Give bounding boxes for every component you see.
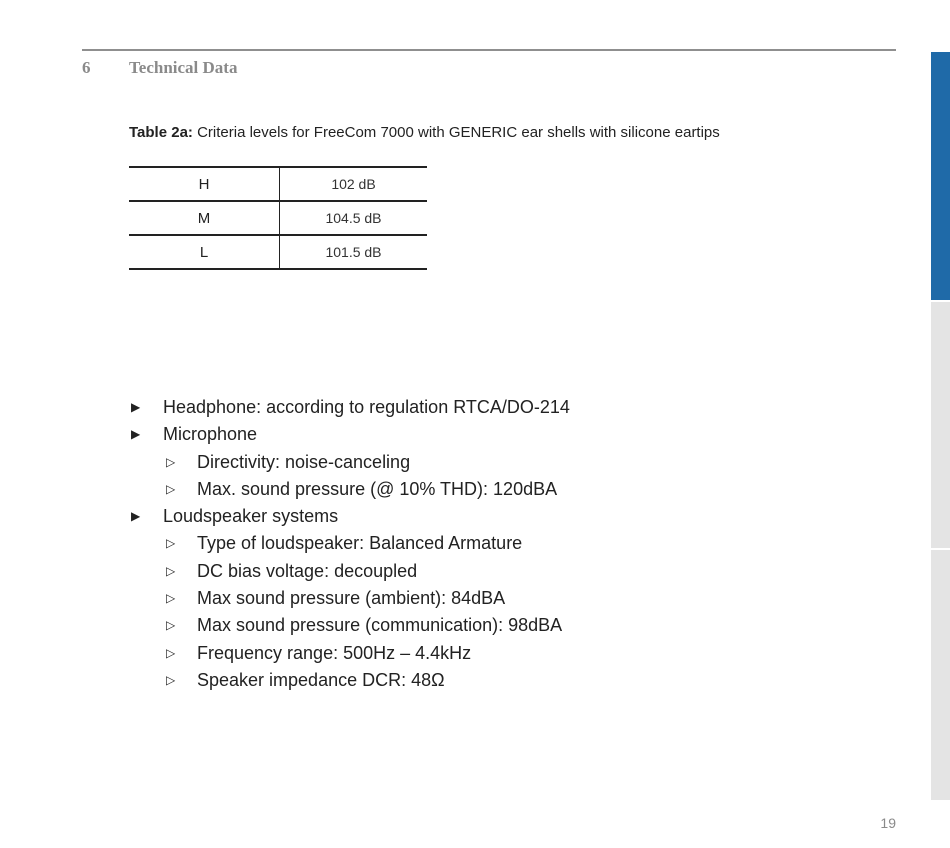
list-item-text: Loudspeaker systems	[163, 506, 339, 527]
list-item	[129, 394, 570, 421]
list-item	[129, 585, 570, 612]
bullet-triangle-icon: ▶	[131, 427, 141, 442]
page-number: 19	[880, 815, 896, 831]
list-item-text: Speaker impedance DCR: 48Ω	[197, 669, 445, 690]
list-item	[129, 449, 570, 476]
bullet-outline-triangle-icon: ▷	[166, 536, 176, 551]
chapter-title: Technical Data	[129, 58, 238, 77]
bullet-triangle-icon: ▶	[131, 509, 141, 524]
list-item-text: Max sound pressure (ambient): 84dBA	[197, 588, 506, 609]
bullet-outline-triangle-icon: ▷	[166, 481, 176, 496]
value-cell: 101.5 dB	[280, 235, 428, 269]
list-item-text: Frequency range: 500Hz – 4.4kHz	[197, 642, 472, 663]
table-row	[129, 167, 427, 201]
chapter-number: 6	[82, 58, 91, 77]
bullet-outline-triangle-icon: ▷	[166, 454, 176, 469]
list-item	[129, 667, 570, 694]
list-item	[129, 530, 570, 557]
list-item-text: Max. sound pressure (@ 10% THD): 120dBA	[197, 478, 558, 499]
table-row	[129, 235, 427, 269]
bullet-outline-triangle-icon: ▷	[166, 618, 176, 633]
list-item-text: DC bias voltage: decoupled	[197, 560, 418, 581]
section-tab	[931, 302, 950, 548]
spec-list	[129, 394, 570, 694]
list-item	[129, 476, 570, 503]
list-item-text: Headphone: according to regulation RTCA/DO-214	[163, 397, 570, 417]
table-caption	[129, 124, 720, 141]
level-cell: L	[129, 235, 280, 269]
section-tab	[931, 550, 950, 800]
bullet-outline-triangle-icon: ▷	[166, 672, 176, 687]
bullet-triangle-icon: ▶	[131, 400, 141, 414]
value-cell: 102 dB	[280, 167, 428, 201]
list-item	[129, 503, 570, 530]
value-cell: 104.5 dB	[280, 201, 428, 235]
list-item	[129, 558, 570, 585]
table-row	[129, 201, 427, 235]
bullet-outline-triangle-icon: ▷	[166, 645, 176, 660]
bullet-outline-triangle-icon: ▷	[166, 563, 176, 578]
section-tab-active	[931, 52, 950, 300]
header-rule	[82, 49, 896, 51]
bullet-outline-triangle-icon: ▷	[166, 591, 176, 606]
level-cell: H	[129, 167, 280, 201]
list-item-text: Microphone	[163, 424, 258, 445]
table-caption-label: Table 2a:	[129, 124, 193, 141]
table-caption-text: Criteria levels for FreeCom 7000 with GENERIC ear shells with silicone eartips	[192, 124, 720, 141]
criteria-table	[129, 166, 427, 270]
level-cell: M	[129, 201, 280, 235]
list-item	[129, 612, 570, 639]
list-item	[129, 421, 570, 448]
list-item-text: Max sound pressure (communication): 98dBA	[197, 615, 563, 636]
list-item-text: Type of loudspeaker: Balanced Armature	[197, 533, 523, 554]
list-item	[129, 640, 570, 667]
list-item-text: Directivity: noise-canceling	[197, 451, 411, 472]
